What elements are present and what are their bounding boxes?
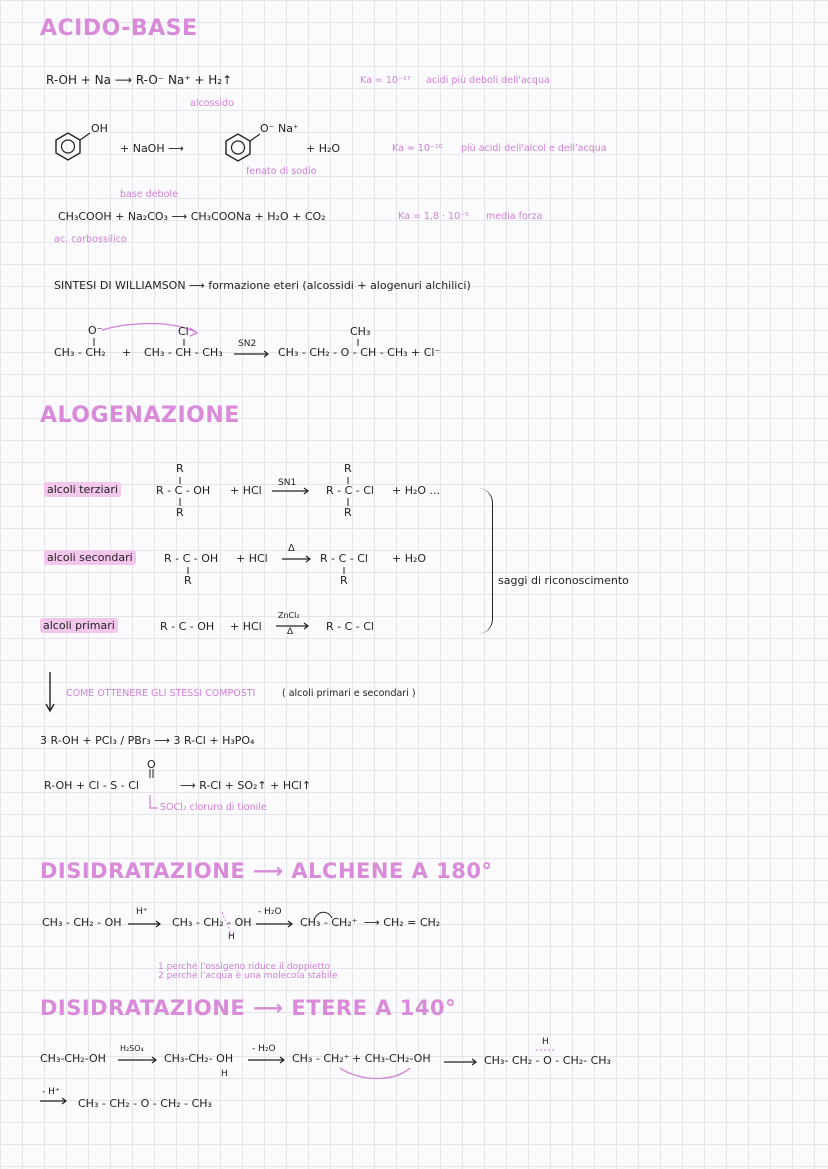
section-title-alogenazione: ALOGENAZIONE — [40, 403, 240, 428]
etere-start: CH₃-CH₂-OH — [40, 1052, 106, 1065]
etere-oxonium: CH₃- CH₂ - O - CH₂- CH₃ — [484, 1054, 611, 1067]
secondari-right: R - C - Cl — [320, 552, 368, 565]
arrow-label-zncl2: ZnCl₂ — [278, 611, 300, 620]
ka-phenol: Ka ≈ 10⁻¹⁰ — [392, 143, 443, 154]
product-h2o: + H₂O — [306, 142, 341, 155]
note-thionyl: SOCl₂ cloruro di tionile — [160, 802, 267, 813]
etere-final: CH₃ - CH₂ - O - CH₂ - CH₃ — [78, 1097, 212, 1110]
terziari-hcl: + HCl — [230, 484, 262, 497]
reaction-alcohol-sodium: R-OH + Na ⟶ R-O⁻ Na⁺ + H₂↑ — [46, 73, 233, 87]
ka-acetic: Ka = 1,8 · 10⁻⁵ — [398, 211, 469, 222]
etere-oxonium-h: H — [542, 1037, 549, 1047]
alchene-intermediate: CH₃ - CH₂ - OH — [172, 916, 252, 929]
ether-product: CH₃ - CH₂ - O - CH - CH₃ + Cl⁻ — [278, 346, 441, 359]
come-note: ( alcoli primari e secondari ) — [282, 688, 416, 699]
label-base-debole: base debole — [120, 189, 178, 200]
terziari-product: + H₂O ... — [392, 484, 441, 497]
chloride-top: Cl — [178, 325, 189, 338]
primari-right: R - C - Cl — [326, 620, 374, 633]
etere-ethanol: + CH₃-CH₂-OH — [352, 1052, 431, 1065]
phenol-oh: OH — [91, 122, 108, 135]
product-ch3: CH₃ — [350, 325, 371, 338]
arrow-label-sn2: SN2 — [238, 339, 257, 349]
secondari-left: R - C - OH — [164, 552, 219, 565]
alchene-h: H — [228, 932, 235, 942]
terziari-r-top: R — [176, 462, 184, 475]
phenolate-o-na: O⁻ Na⁺ — [260, 122, 299, 135]
alkoxide-chain: CH₃ - CH₂ — [54, 346, 106, 359]
note-phenol: più acidi dell'alcol e dell'acqua — [461, 143, 607, 154]
ka-alcohol: Ka = 10⁻¹⁷ — [360, 75, 411, 86]
terziari-left: R - C - OH — [156, 484, 211, 497]
etere-carbocation: CH₃ - CH₂⁺ — [292, 1052, 350, 1065]
reagent-naoh: + NaOH ⟶ — [120, 142, 184, 155]
etere-intermediate: CH₃-CH₂- OH — [164, 1052, 234, 1065]
primari-left: R - C - OH — [160, 620, 215, 633]
terziari-right-r-bottom: R — [344, 506, 352, 519]
alchene-start: CH₃ - CH₂ - OH — [42, 916, 122, 929]
label-saggi: saggi di riconoscimento — [498, 574, 629, 587]
secondari-product: + H₂O — [392, 552, 427, 565]
alchene-product: ⟶ CH₂ = CH₂ — [364, 916, 441, 929]
terziari-right: R - C - Cl — [326, 484, 374, 497]
come-ottenere: COME OTTENERE GLI STESSI COMPOSTI — [66, 688, 256, 699]
section-title-etere: DISIDRATAZIONE ⟶ ETERE A 140° — [40, 996, 457, 1020]
secondari-right-r: R — [340, 574, 348, 587]
plus-sign: + — [122, 346, 132, 359]
label-alcossido: alcossido — [190, 98, 234, 109]
alkoxide-o: O⁻ — [88, 324, 103, 337]
section-title-acido-base: ACIDO-BASE — [40, 16, 198, 41]
primari-hcl: + HCl — [230, 620, 262, 633]
arrow-label-sn1: SN1 — [278, 478, 297, 488]
alkyl-halide: CH₃ - CH - CH₃ — [144, 346, 223, 359]
etere-h: H — [221, 1069, 228, 1079]
note-alcohol: acidi più deboli dell'acqua — [426, 75, 550, 86]
note-acetic: media forza — [486, 211, 543, 222]
curly-brace — [478, 488, 493, 634]
terziari-r-bottom: R — [176, 506, 184, 519]
arrow-label-h2so4: H₂SO₄ — [120, 1044, 144, 1053]
section-title-alchene: DISIDRATAZIONE ⟶ ALCHENE A 180° — [40, 859, 493, 883]
reaction-acetic-acid: CH₃COOH + Na₂CO₃ ⟶ CH₃COONa + H₂O + CO₂ — [58, 210, 326, 223]
arrow-label-minus-h2o-2: - H₂O — [252, 1044, 276, 1054]
arrow-label-delta-2: Δ — [287, 627, 294, 637]
secondari-r: R — [184, 574, 192, 587]
label-alcoli-secondari: alcoli secondari — [44, 552, 136, 563]
label-carbossilico: ac. carbossilico — [54, 234, 127, 245]
label-alcoli-primari: alcoli primari — [40, 620, 118, 631]
alchene-note-1: 1 perché l'ossigeno riduce il doppietto — [158, 962, 331, 972]
terziari-right-r-top: R — [344, 462, 352, 475]
reaction-pcl3: 3 R-OH + PCl₃ / PBr₃ ⟶ 3 R-Cl + H₃PO₄ — [40, 734, 255, 747]
reaction-socl2-right: ⟶ R-Cl + SO₂↑ + HCl↑ — [180, 779, 312, 792]
label-fenato: fenato di sodio — [246, 166, 317, 177]
alchene-note-2: 2 perché l'acqua è una molecola stabile — [158, 971, 338, 981]
arrow-label-delta: Δ — [288, 543, 295, 554]
label-alcoli-terziari: alcoli terziari — [44, 484, 121, 495]
reaction-socl2-left: R-OH + Cl - S - Cl — [44, 779, 139, 792]
alchene-carbocation: CH₃ - CH₂⁺ — [300, 916, 358, 929]
secondari-hcl: + HCl — [236, 552, 268, 565]
arrow-label-h-plus: H⁺ — [136, 907, 148, 917]
arrow-label-minus-h2o: - H₂O — [258, 907, 282, 917]
williamson-heading: SINTESI DI WILLIAMSON ⟶ formazione eteri (alcossidi + alogenuri alchilici) — [54, 279, 471, 292]
arrow-label-minus-h: - H⁺ — [42, 1087, 60, 1097]
thionyl-o: O — [147, 758, 156, 771]
